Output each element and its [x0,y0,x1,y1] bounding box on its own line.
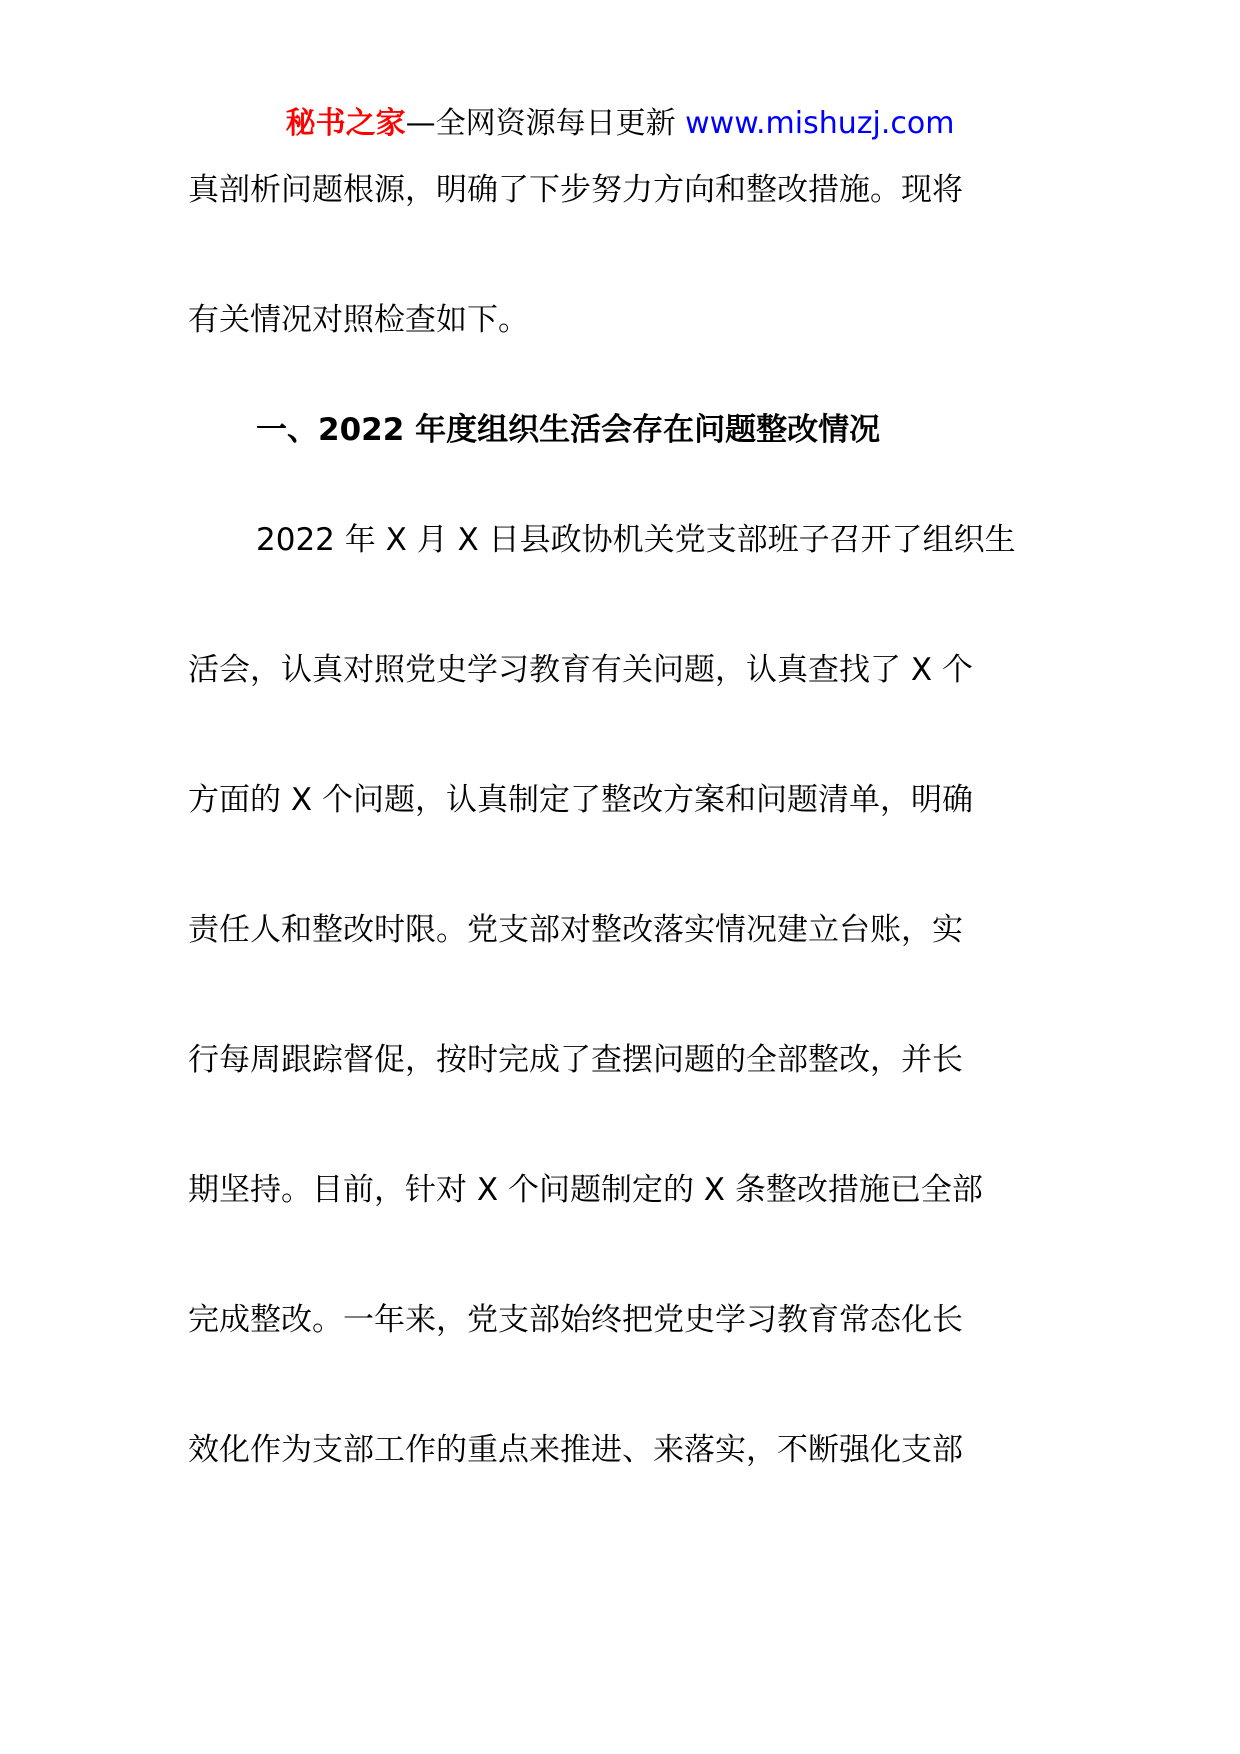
paragraph-line: 方面的 X 个问题，认真制定了整改方案和问题清单，明确 [188,782,973,818]
paragraph-line: 责任人和整改时限。党支部对整改落实情况建立台账，实 [188,912,963,948]
site-header [0,104,1240,144]
site-url-link[interactable]: www.mishuzj.com [685,106,955,141]
paragraph-line: 2022 年 X 月 X 日县政协机关党支部班子召开了组织生 [256,522,1016,558]
brand-name: 秘书之家 [285,106,406,141]
paragraph-line: 真剖析问题根源，明确了下步努力方向和整改措施。现将 [188,172,963,208]
header-slogan: —全网资源每日更新 [405,106,676,141]
paragraph-line: 期坚持。目前，针对 X 个问题制定的 X 条整改措施已全部 [188,1172,983,1208]
section-heading: 一、2022 年度组织生活会存在问题整改情况 [256,412,881,448]
paragraph-line: 完成整改。一年来，党支部始终把党史学习教育常态化长 [188,1302,963,1338]
paragraph-line: 效化作为支部工作的重点来推进、来落实，不断强化支部 [188,1432,963,1468]
paragraph-line: 行每周跟踪督促，按时完成了查摆问题的全部整改，并长 [188,1042,963,1078]
paragraph-line: 活会，认真对照党史学习教育有关问题，认真查找了 X 个 [188,652,973,688]
paragraph-line: 有关情况对照检查如下。 [188,302,529,338]
